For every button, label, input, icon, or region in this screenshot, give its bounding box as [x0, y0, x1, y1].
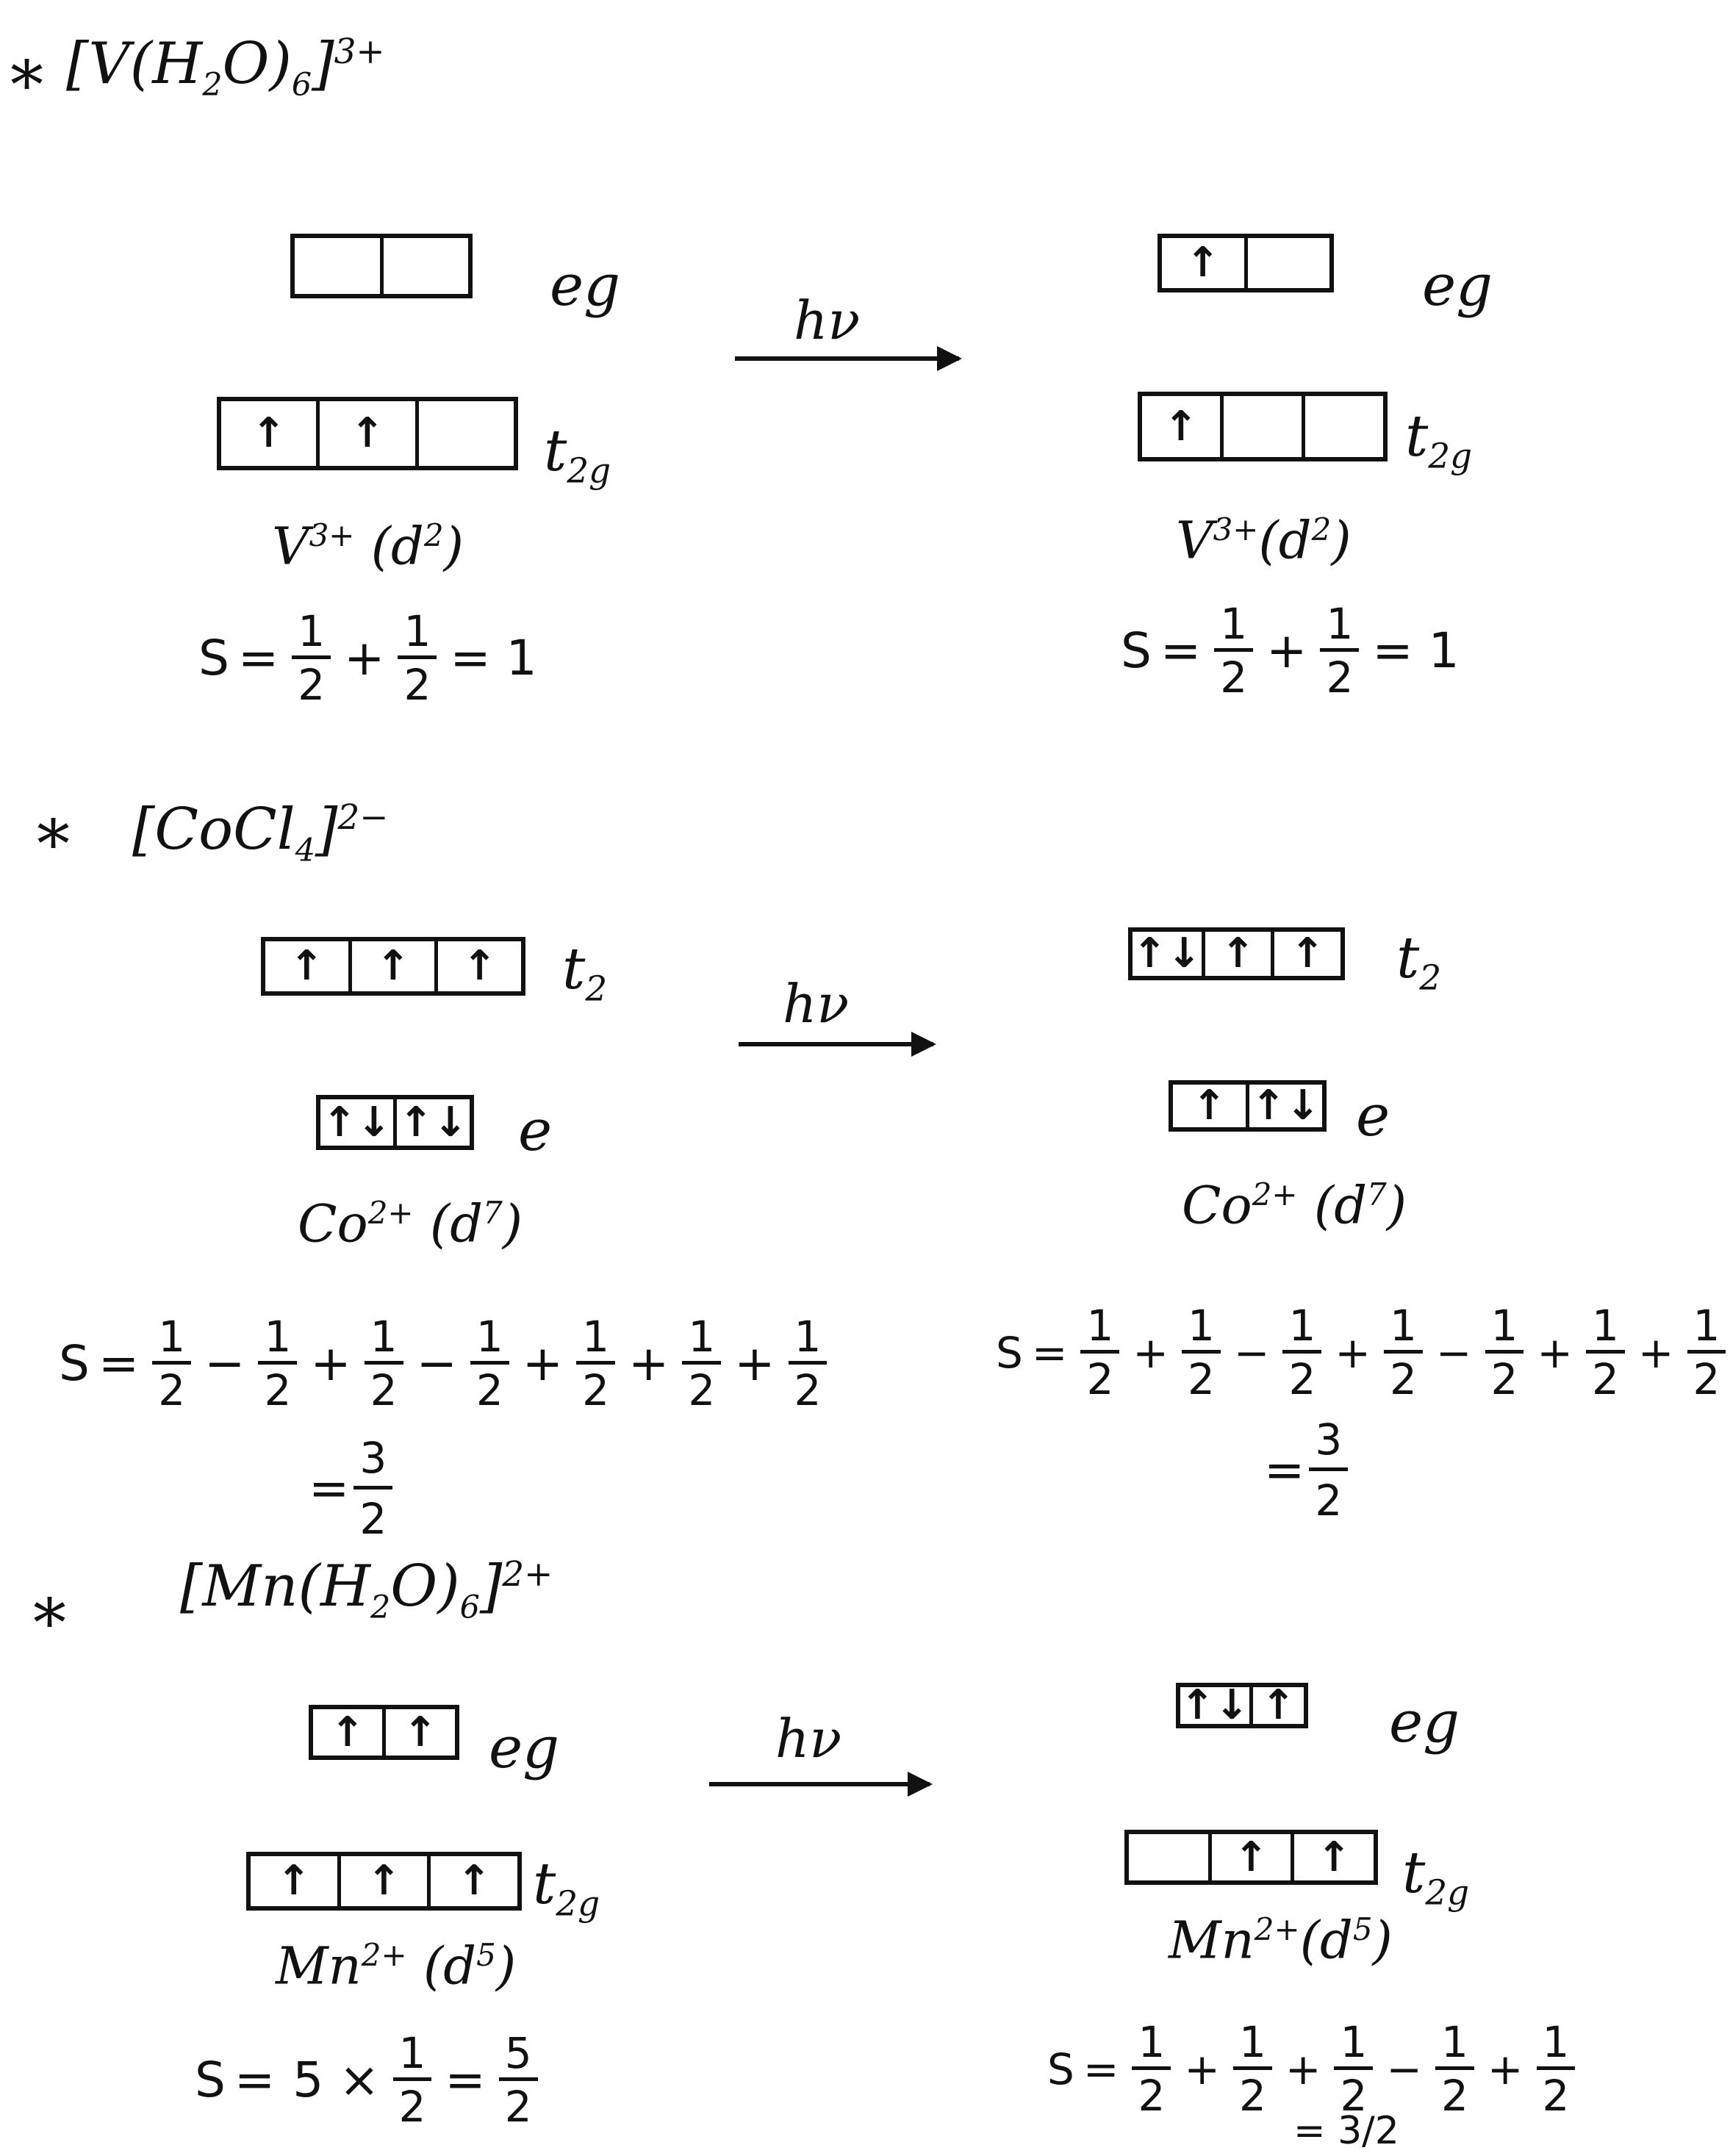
eg-label: eg: [550, 253, 621, 319]
spin-result: = 3/2: [1293, 2109, 1399, 2153]
fraction: $\frac{1}{2}$: [398, 610, 437, 706]
t2g-orbital-boxes: [217, 397, 518, 470]
orbital-box: ↑: [352, 941, 439, 991]
fraction: $\frac{1}{2}$: [1435, 2021, 1474, 2117]
orbital-box: ↑: [1142, 396, 1224, 457]
t2g-label: $t_{2g}$: [1405, 403, 1473, 477]
excitation-arrow: [739, 1042, 933, 1046]
orbital-box: ↑: [265, 941, 352, 991]
ion-config: $Mn^{2+}$ $(d^5)$: [276, 1936, 517, 1997]
fraction: $\frac{1}{2}$: [1537, 2021, 1576, 2117]
orbital-box: ↑↓: [398, 1098, 468, 1146]
fraction: $\frac{1}{2}$: [258, 1315, 297, 1412]
excitation-arrow: [735, 356, 959, 361]
orbital-box: [1224, 396, 1305, 457]
hv-label: hν: [794, 290, 861, 351]
orbital-box: ↑: [1260, 1681, 1296, 1729]
t2g-orbital-boxes: [1124, 1830, 1378, 1885]
fraction: $\frac{1}{2}$: [470, 1315, 509, 1412]
spin-equation: S = $\frac{1}{2}$ + $\frac{1}{2}$ − $\frac{1}{2}$ + $\frac{1}{2}$ − $\frac{1}{2}$ + $\frac{1}{2}$ + $\frac{1}{2}$: [996, 1304, 1730, 1401]
orbital-box: [295, 238, 384, 294]
t2g-orbital-boxes: [1138, 392, 1388, 461]
orbital-box: ↑↓: [320, 1099, 397, 1146]
t2g-label: $t_{2g}$: [533, 1851, 600, 1925]
orbital-box: [384, 238, 469, 294]
fraction: $\frac{3}{2}$: [1309, 1415, 1348, 1526]
fraction: $\frac{1}{2}$: [393, 2032, 432, 2128]
orbital-box: ↑: [1290, 930, 1325, 977]
spin-equation: S = $\frac{1}{2}$ − $\frac{1}{2}$ + $\frac{1}{2}$ − $\frac{1}{2}$ + $\frac{1}{2}$ + $\frac{1}{2}$ + $\frac{1}{2}$: [59, 1315, 831, 1412]
hv-label: hν: [783, 973, 850, 1035]
fraction: $\frac{1}{2}$: [1334, 2021, 1373, 2117]
orbital-box: ↑: [341, 1856, 431, 1906]
fraction: $\frac{1}{2}$: [682, 1315, 721, 1412]
eg-label: eg: [489, 1715, 560, 1781]
fraction: $\frac{1}{2}$: [1384, 1304, 1423, 1401]
orbital-box: ↑: [456, 1857, 492, 1905]
fraction: $\frac{1}{2}$: [1485, 1304, 1524, 1401]
orbital-box: ↑: [1173, 1085, 1249, 1127]
fraction: $\frac{1}{2}$: [1182, 1304, 1221, 1401]
orbital-box: ↑: [1162, 238, 1248, 288]
fraction: $\frac{1}{2}$: [1687, 1304, 1726, 1401]
fraction: $\frac{1}{2}$: [1282, 1304, 1321, 1401]
e-label: e: [1356, 1083, 1390, 1149]
orbital-box: ↑↓: [1251, 1082, 1321, 1129]
fraction: $\frac{5}{2}$: [499, 2032, 538, 2128]
orbital-box: ↑: [221, 401, 320, 466]
orbital-box: ↑: [462, 942, 498, 990]
eg-orbital-boxes: [1176, 1683, 1308, 1728]
ion-config: $Mn^{2+}(d^5)$: [1169, 1910, 1393, 1971]
orbital-box: ↑: [403, 1708, 438, 1756]
orbital-box: ↑↓: [1133, 932, 1205, 976]
orbital-box: ↑: [320, 401, 418, 466]
eg-label: eg: [1389, 1689, 1460, 1756]
orbital-box: [1248, 238, 1330, 288]
orbital-box: ↑: [251, 1856, 341, 1906]
fraction: $\frac{1}{2}$: [365, 1315, 403, 1412]
orbital-box: ↑: [1205, 932, 1275, 976]
orbital-box: ↑↓: [1180, 1687, 1253, 1724]
fraction: $\frac{1}{2}$: [1080, 1304, 1119, 1401]
e-label: e: [518, 1098, 553, 1164]
spin-equation: S = $\frac{1}{2}$ + $\frac{1}{2}$ + $\frac{1}{2}$ − $\frac{1}{2}$ + $\frac{1}{2}$: [1047, 2021, 1579, 2117]
orbital-box: ↑: [1212, 1834, 1295, 1880]
spin-result: = $\frac{3}{2}$: [1264, 1415, 1352, 1526]
fraction: $\frac{1}{2}$: [152, 1315, 191, 1412]
orbital-box: [1305, 396, 1383, 457]
eg-orbital-boxes: [1157, 234, 1334, 292]
t2g-label: $t_{2g}$: [1402, 1840, 1470, 1914]
fraction: $\frac{1}{2}$: [1233, 2021, 1272, 2117]
spin-equation: S = $\frac{1}{2}$ + $\frac{1}{2}$ = 1: [198, 606, 537, 710]
fraction: $\frac{1}{2}$: [1320, 603, 1359, 699]
t2-orbital-boxes: [261, 937, 525, 996]
t2-label: $t_2$: [1396, 925, 1442, 999]
eg-orbital-boxes: [309, 1705, 459, 1760]
fraction: $\frac{1}{2}$: [576, 1315, 615, 1412]
excitation-arrow: [709, 1782, 930, 1786]
complex-formula: $[Mn(H_2O)_6]^{2+}$: [180, 1553, 553, 1626]
fraction: $\frac{1}{2}$: [1214, 603, 1253, 699]
complex-formula: $[V(H_2O)_6]^{3+}$: [66, 31, 385, 104]
hv-label: hν: [775, 1708, 842, 1769]
t2-orbital-boxes: [1128, 927, 1345, 980]
eg-orbital-boxes: [290, 234, 473, 298]
spin-equation: S = $\frac{1}{2}$ + $\frac{1}{2}$ = 1: [1121, 599, 1460, 703]
bullet-star: *: [33, 1585, 66, 1662]
orbital-box: ↑: [1316, 1833, 1352, 1881]
t2-label: $t_2$: [562, 936, 608, 1010]
t2g-label: $t_{2g}$: [544, 418, 611, 492]
bullet-star: *: [10, 47, 43, 124]
ion-config: $V^{3+}(d^2)$: [1176, 510, 1352, 571]
complex-formula: [CoCl$_4$]$^{2-}$: [132, 797, 389, 869]
fraction: $\frac{1}{2}$: [1132, 2021, 1171, 2117]
fraction: $\frac{1}{2}$: [789, 1315, 828, 1412]
fraction: $\frac{1}{2}$: [1586, 1304, 1625, 1401]
spin-result: = $\frac{3}{2}$: [309, 1433, 397, 1544]
ion-config: $Co^{2+}$ $(d^7)$: [298, 1193, 523, 1254]
orbital-box: ↑: [313, 1709, 386, 1756]
spin-equation: S = 5 × $\frac{1}{2}$ = $\frac{5}{2}$: [195, 2032, 542, 2128]
orbital-box: [1129, 1834, 1212, 1880]
ion-config: $V^{3+}$ $(d^2)$: [272, 516, 464, 577]
e-orbital-boxes: [1169, 1080, 1327, 1132]
e-orbital-boxes: [316, 1095, 474, 1150]
ion-config: $Co^{2+}$ $(d^7)$: [1182, 1175, 1407, 1236]
fraction: $\frac{3}{2}$: [353, 1433, 392, 1544]
bullet-star: *: [37, 806, 70, 883]
t2g-orbital-boxes: [246, 1852, 522, 1911]
orbital-box: [419, 401, 514, 466]
fraction: $\frac{1}{2}$: [292, 610, 331, 706]
eg-label: eg: [1422, 253, 1493, 319]
